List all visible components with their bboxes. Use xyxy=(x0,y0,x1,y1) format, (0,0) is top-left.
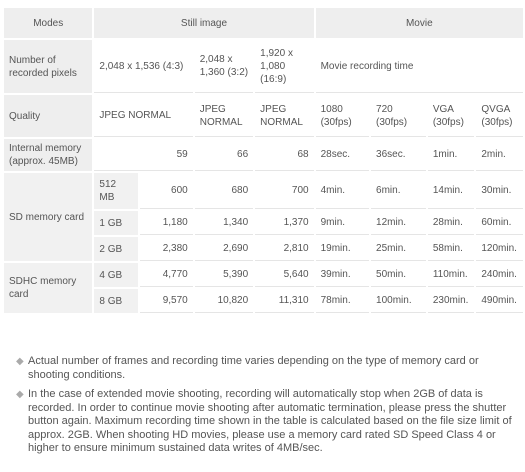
table-cell: 240min. xyxy=(476,263,523,287)
quality-label: Quality xyxy=(4,95,92,137)
movie-header: Movie xyxy=(316,8,523,38)
table-cell: 58min. xyxy=(428,237,475,261)
table-cell: 1,180 xyxy=(140,211,193,235)
card-size-label: 2 GB xyxy=(94,237,137,261)
table-cell: 10,820 xyxy=(195,289,253,313)
recorded-pixels-label: Number of recorded pixels xyxy=(4,40,92,93)
table-cell: 1,340 xyxy=(195,211,253,235)
table-cell: 600 xyxy=(140,173,193,209)
table-cell: 230min. xyxy=(428,289,475,313)
quality-row xyxy=(4,95,523,137)
quality-still-3: JPEG NORMAL xyxy=(255,95,313,137)
footnote xyxy=(8,388,523,456)
table-cell: 5,640 xyxy=(255,263,313,287)
diamond-bullet-icon: ◆ xyxy=(16,356,24,367)
header-row xyxy=(4,8,523,38)
table-cell: 28sec. xyxy=(316,139,369,171)
table-cell: 19min. xyxy=(316,237,369,261)
footnotes xyxy=(8,355,523,462)
table-cell: 100min. xyxy=(371,289,426,313)
pixels-still-3: 1,920 x 1,080 (16:9) xyxy=(255,40,313,93)
table-cell: 2,690 xyxy=(195,237,253,261)
sdhc-card-label: SDHC memory card xyxy=(4,263,92,313)
table-cell: 25min. xyxy=(371,237,426,261)
table-cell: 60min. xyxy=(476,211,523,235)
still-image-header: Still image xyxy=(94,8,313,38)
table-cell: 4min. xyxy=(316,173,369,209)
table-cell: 5,390 xyxy=(195,263,253,287)
table-cell: 1,370 xyxy=(255,211,313,235)
table-cell: 6min. xyxy=(371,173,426,209)
recording-capacity-table xyxy=(2,6,525,315)
table-cell: 490min. xyxy=(476,289,523,313)
table-cell: 700 xyxy=(255,173,313,209)
table-cell: 9min. xyxy=(316,211,369,235)
table-cell: 59 xyxy=(94,139,192,171)
card-size-label: 8 GB xyxy=(94,289,137,313)
table-cell: 2,810 xyxy=(255,237,313,261)
table-cell: 2min. xyxy=(476,139,523,171)
table-cell: 68 xyxy=(255,139,313,171)
sd-card-label: SD memory card xyxy=(4,173,92,261)
table-row xyxy=(4,263,523,287)
table-cell: 11,310 xyxy=(255,289,313,313)
card-size-label: 1 GB xyxy=(94,211,137,235)
internal-memory-row xyxy=(4,139,523,171)
footnote xyxy=(8,355,523,382)
movie-recording-time-label: Movie recording time xyxy=(316,40,523,93)
card-size-label: 512 MB xyxy=(94,173,137,209)
pixels-still-1: 2,048 x 1,536 (4:3) xyxy=(94,40,192,93)
recorded-pixels-row xyxy=(4,40,523,93)
table-cell: 4,770 xyxy=(140,263,193,287)
table-cell: 36sec. xyxy=(371,139,426,171)
table-cell: 9,570 xyxy=(140,289,193,313)
pixels-still-2: 2,048 x 1,360 (3:2) xyxy=(195,40,253,93)
table-cell: 39min. xyxy=(316,263,369,287)
table-cell: 50min. xyxy=(371,263,426,287)
modes-header: Modes xyxy=(4,8,92,38)
quality-movie-vga: VGA (30fps) xyxy=(428,95,475,137)
table-cell: 30min. xyxy=(476,173,523,209)
quality-movie-1080: 1080 (30fps) xyxy=(316,95,369,137)
table-cell: 14min. xyxy=(428,173,475,209)
table-row xyxy=(4,173,523,209)
table-cell: 110min. xyxy=(428,263,475,287)
footnote-text: In the case of extended movie shooting, recording will automatically stop when 2GB of data is recorded. In order to continue movie shooting after automatic termination, please press the shutter button again. Maximum recording time shown in the table is calculated based on the file size limit of approx. 2GB. When shooting HD movies, please use a memory card rated SD Speed Class 4 or higher to ensure minimum sustained data writes of 4MB/sec. xyxy=(28,388,512,454)
table-cell: 1min. xyxy=(428,139,475,171)
quality-movie-qvga: QVGA (30fps) xyxy=(476,95,523,137)
card-size-label: 4 GB xyxy=(94,263,137,287)
quality-still-2: JPEG NORMAL xyxy=(195,95,253,137)
quality-movie-720: 720 (30fps) xyxy=(371,95,426,137)
table-cell: 78min. xyxy=(316,289,369,313)
diamond-bullet-icon: ◆ xyxy=(16,389,24,400)
footnote-text: Actual number of frames and recording time varies depending on the type of memory card or shooting conditions. xyxy=(28,355,479,381)
table-cell: 2,380 xyxy=(140,237,193,261)
table-cell: 120min. xyxy=(476,237,523,261)
table-cell: 680 xyxy=(195,173,253,209)
table-cell: 28min. xyxy=(428,211,475,235)
table-cell: 66 xyxy=(195,139,253,171)
internal-memory-label: Internal memory (approx. 45MB) xyxy=(4,139,92,171)
quality-still-1: JPEG NORMAL xyxy=(94,95,192,137)
table-cell: 12min. xyxy=(371,211,426,235)
